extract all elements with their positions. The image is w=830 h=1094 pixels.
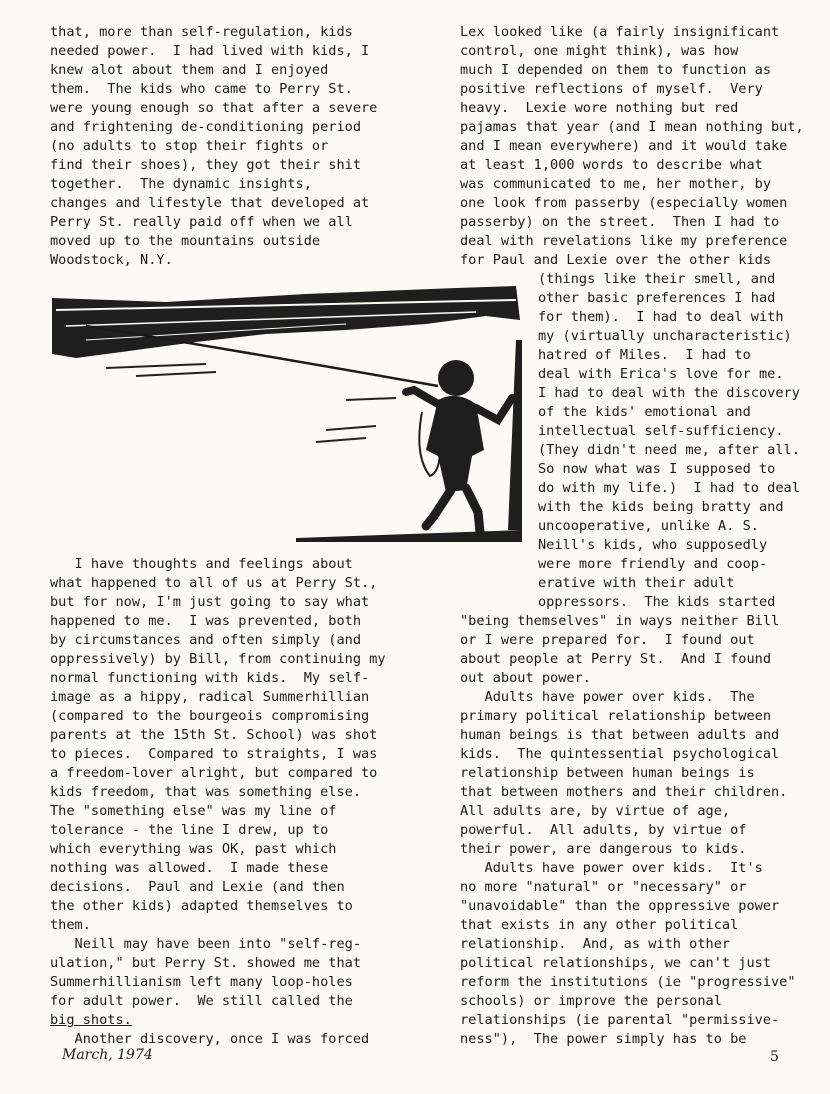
text-line: needed power. I had lived with kids, I bbox=[50, 43, 370, 59]
text-line: relationship. And, as with other bbox=[460, 936, 731, 952]
text-line: ness"), The power simply has to be bbox=[460, 1031, 747, 1047]
text-line: (They didn't need me, after all. bbox=[538, 442, 800, 458]
text-line: Perry St. really paid off when we all bbox=[50, 214, 353, 230]
text-line: Woodstock, N.Y. bbox=[50, 252, 173, 268]
text-line: uncooperative, unlike A. S. bbox=[538, 518, 759, 534]
text-line: to pieces. Compared to straights, I was bbox=[50, 746, 378, 762]
text-line: for them). I had to deal with bbox=[538, 309, 784, 325]
text-line: that between mothers and their children. bbox=[460, 784, 788, 800]
text-line: image as a hippy, radical Summerhillian bbox=[50, 689, 370, 705]
text-line: "unavoidable" than the oppressive power bbox=[460, 898, 780, 914]
text-line: Adults have power over kids. The bbox=[460, 689, 755, 705]
text-line: ulation," but Perry St. showed me that bbox=[50, 955, 361, 971]
text-line: oppressors. The kids started bbox=[538, 594, 776, 610]
text-line: find their shoes), they got their shit bbox=[50, 157, 361, 173]
text-line: All adults are, by virtue of age, bbox=[460, 803, 731, 819]
text-line: positive reflections of myself. Very bbox=[460, 81, 763, 97]
text-line: Summerhillianism left many loop-holes bbox=[50, 974, 353, 990]
text-line: moved up to the mountains outside bbox=[50, 233, 321, 249]
text-line: them. The kids who came to Perry St. bbox=[50, 81, 353, 97]
text-line: and frightening de-conditioning period bbox=[50, 119, 361, 135]
text-line: at least 1,000 words to describe what bbox=[460, 157, 763, 173]
text-line: I have thoughts and feelings about bbox=[50, 556, 353, 572]
text-line: Neill may have been into "self-reg- bbox=[50, 936, 361, 952]
text-line: were young enough so that after a severe bbox=[50, 100, 378, 116]
text-line: that exists in any other political bbox=[460, 917, 739, 933]
footer-date: March, 1974 bbox=[62, 1047, 153, 1063]
text-line: intellectual self-sufficiency. bbox=[538, 423, 784, 439]
text-line: nothing was allowed. I made these bbox=[50, 860, 329, 876]
text-line: oppressively) by Bill, from continuing my bbox=[50, 651, 386, 667]
text-line: reform the institutions (ie "progressive" bbox=[460, 974, 796, 990]
text-line: I had to deal with the discovery bbox=[538, 385, 800, 401]
text-line: the other kids) adapted themselves to bbox=[50, 898, 353, 914]
text-line: Adults have power over kids. It's bbox=[460, 860, 763, 876]
text-line: kids. The quintessential psychological bbox=[460, 746, 780, 762]
text-line: was communicated to me, her mother, by bbox=[460, 176, 771, 192]
text-line: changes and lifestyle that developed at bbox=[50, 195, 370, 211]
text-line: The "something else" was my line of bbox=[50, 803, 337, 819]
text-line: one look from passerby (especially women bbox=[460, 195, 788, 211]
text-line: "being themselves" in ways neither Bill bbox=[460, 613, 780, 629]
text-line: do with my life.) I had to deal bbox=[538, 480, 800, 496]
text-line: of the kids' emotional and bbox=[538, 404, 751, 420]
text-line: with the kids being bratty and bbox=[538, 499, 784, 515]
text-line: them. bbox=[50, 917, 91, 933]
text-line: that, more than self-regulation, kids bbox=[50, 24, 353, 40]
text-line: passerby) on the street. Then I had to bbox=[460, 214, 780, 230]
text-line: normal functioning with kids. My self- bbox=[50, 670, 370, 686]
text-line: my (virtually uncharacteristic) bbox=[538, 328, 792, 344]
text-line: a freedom-lover alright, but compared to bbox=[50, 765, 378, 781]
text-line: Another discovery, once I was forced bbox=[50, 1031, 370, 1047]
text-line: what happened to all of us at Perry St., bbox=[50, 575, 378, 591]
text-line: relationships (ie parental "permissive- bbox=[460, 1012, 780, 1028]
text-line: relationship between human beings is bbox=[460, 765, 755, 781]
text-line: hatred of Miles. I had to bbox=[538, 347, 751, 363]
text-line: decisions. Paul and Lexie (and then bbox=[50, 879, 345, 895]
text-line: by circumstances and often simply (and bbox=[50, 632, 361, 648]
text-line: big shots. bbox=[50, 1012, 132, 1028]
text-line: Neill's kids, who supposedly bbox=[538, 537, 768, 553]
text-line: political relationships, we can't just bbox=[460, 955, 771, 971]
text-line: together. The dynamic insights, bbox=[50, 176, 312, 192]
text-line: So now what was I supposed to bbox=[538, 461, 776, 477]
text-line: erative with their adult bbox=[538, 575, 735, 591]
text-line: out about power. bbox=[460, 670, 591, 686]
page-number: 5 bbox=[770, 1049, 779, 1065]
text-line: parents at the 15th St. School) was shot bbox=[50, 727, 378, 743]
text-line: other basic preferences I had bbox=[538, 290, 776, 306]
text-line: pajamas that year (and I mean nothing but, bbox=[460, 119, 804, 135]
text-line: happened to me. I was prevented, both bbox=[50, 613, 361, 629]
text-line: human beings is that between adults and bbox=[460, 727, 780, 743]
text-line: Lex looked like (a fairly insignificant bbox=[460, 24, 780, 40]
text-line: (compared to the bourgeois compromising bbox=[50, 708, 370, 724]
text-line: no more "natural" or "necessary" or bbox=[460, 879, 747, 895]
text-line: kids freedom, that was something else. bbox=[50, 784, 361, 800]
text-line: schools) or improve the personal bbox=[460, 993, 722, 1009]
text-line: primary political relationship between bbox=[460, 708, 771, 724]
text-line: powerful. All adults, by virtue of bbox=[460, 822, 747, 838]
text-line: for Paul and Lexie over the other kids bbox=[460, 252, 771, 268]
text-line: much I depended on them to function as bbox=[460, 62, 771, 78]
text-line: their power, are dangerous to kids. bbox=[460, 841, 747, 857]
text-line: deal with Erica's love for me. bbox=[538, 366, 784, 382]
text-line: heavy. Lexie wore nothing but red bbox=[460, 100, 739, 116]
text-line: (no adults to stop their fights or bbox=[50, 138, 329, 154]
text-line: deal with revelations like my preference bbox=[460, 233, 788, 249]
text-line: or I were prepared for. I found out bbox=[460, 632, 755, 648]
text-line: for adult power. We still called the bbox=[50, 993, 353, 1009]
text-line: which everything was OK, past which bbox=[50, 841, 337, 857]
text-line: control, one might think), was how bbox=[460, 43, 739, 59]
text-line: (things like their smell, and bbox=[538, 271, 776, 287]
text-line: were more friendly and coop- bbox=[538, 556, 768, 572]
text-line: and I mean everywhere) and it would take bbox=[460, 138, 788, 154]
text-line: tolerance - the line I drew, up to bbox=[50, 822, 329, 838]
woodcut-illustration bbox=[46, 280, 524, 542]
text-line: knew alot about them and I enjoyed bbox=[50, 62, 329, 78]
text-line: about people at Perry St. And I found bbox=[460, 651, 771, 667]
text-line: but for now, I'm just going to say what bbox=[50, 594, 370, 610]
